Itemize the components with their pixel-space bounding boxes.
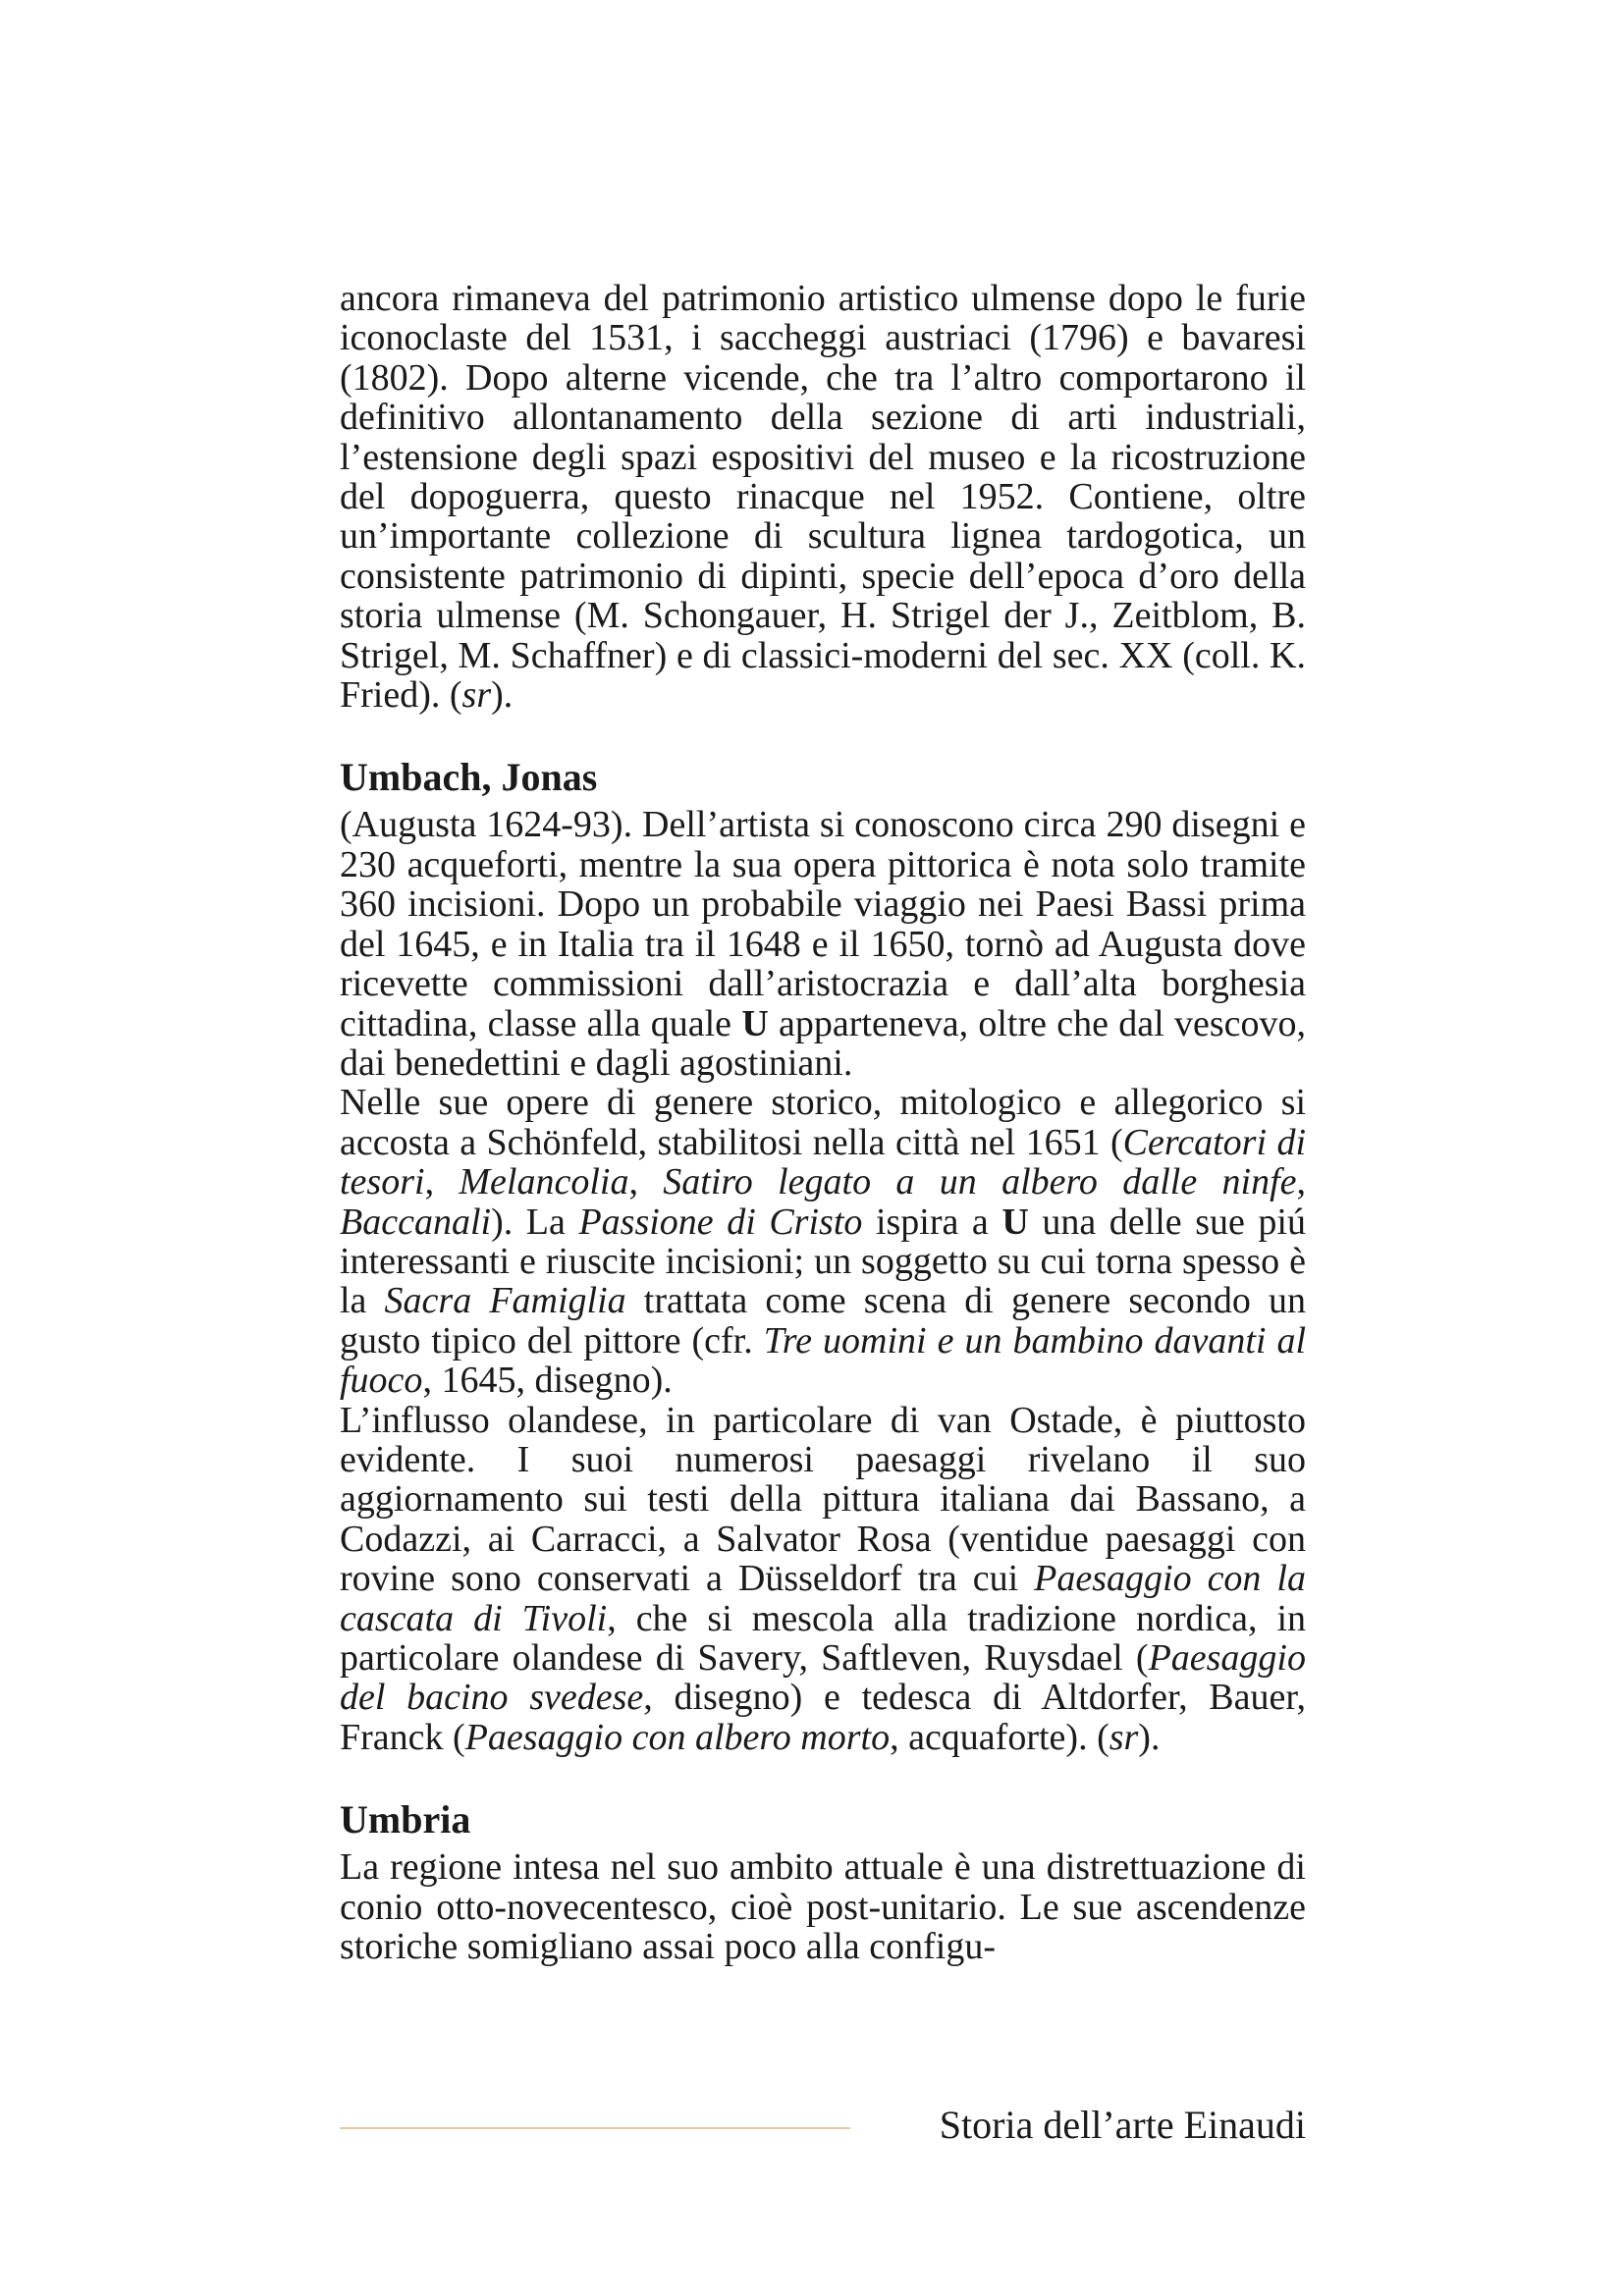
- paragraph-umbria: La regione intesa nel suo ambito attuale è una distrettuazione di conio otto-novecentesco, cioè post-unitario. Le sue ascendenze storiche somigliano assai poco alla configu-: [340, 1846, 1306, 1968]
- entry-heading-umbria: Umbria: [340, 1797, 471, 1842]
- footer-rule: [340, 2127, 850, 2129]
- work-title: Tre uomini e un bambino davanti al fuoco: [340, 1319, 1307, 1402]
- work-title: Cercatori di tesori: [340, 1121, 1307, 1203]
- work-title: Paesaggio con albero morto: [464, 1716, 891, 1758]
- entry-abbrev: U: [741, 1002, 769, 1044]
- author-initials: sr: [461, 674, 492, 717]
- page-body: [340, 279, 1306, 1966]
- work-title: Sacra Famiglia: [384, 1280, 626, 1322]
- work-title: Passione di Cristo: [578, 1201, 863, 1243]
- work-title: Satiro legato a un albero dalle ninfe: [663, 1161, 1297, 1203]
- work-title: Paesaggio con la cascata di Tivoli: [340, 1558, 1306, 1639]
- entry-abbrev: U: [1001, 1201, 1029, 1243]
- entry-heading-umbach: Umbach, Jonas: [340, 755, 598, 800]
- paragraph-umbach-works: Nelle sue opere di genere storico, mitologico e allegorico si accosta a Schönfeld, stabilitosi nella città nel 1651 (Cercatori di tesori, Melancolia, Satiro legato a un albero dalle ninfe, Baccanali). La Passione di Cristo ispira a U una delle sue piú interessanti e riuscite incisioni; un soggetto su cui torna spesso è la Sacra Famiglia trattata come scena di genere secondo un gusto tipico del pittore (cfr. Tre uomini e un bambino davanti al fuoco, 1645, disegno).: [340, 1082, 1307, 1402]
- work-title: Melancolia: [459, 1161, 629, 1203]
- paragraph-ulm-museum: ancora rimaneva del patrimonio artistico ulmense dopo le furie iconoclaste del 1531, i saccheggi austriaci (1796) e bavaresi (1802). Dopo alterne vicende, che tra l’altro comportarono il definitivo allontanamento della sezione di arti industriali, l’estensione degli spazi espositivi del museo e la ricostruzione del dopoguerra, questo rinacque nel 1952. Contiene, oltre un’importante collezione di scultura lignea tardogotica, un consistente patrimonio di dipinti, specie dell’epoca d’oro della storia ulmense (M. Schongauer, H. Strigel der J., Zeitblom, B. Strigel, M. Schaffner) e di classici-moderni del sec. XX (coll. K. Fried). (sr).: [340, 278, 1306, 717]
- work-title: Paesaggio del bacino svedese: [340, 1637, 1306, 1719]
- paragraph-umbach-bio: (Augusta 1624-93). Dell’artista si conoscono circa 290 disegni e 230 acqueforti, mentre la sua opera pittorica è nota solo tramite 360 incisioni. Dopo un probabile viaggio nei Paesi Bassi prima del 1645, e in Italia tra il 1648 e il 1650, tornò ad Augusta dove ricevette commissioni dall’aristocrazia e dall’alta borghesia cittadina, classe alla quale U apparteneva, oltre che dal vescovo, dai benedettini e dagli agostiniani.: [340, 804, 1307, 1084]
- footer-title: Storia dell’arte Einaudi: [939, 2103, 1306, 2147]
- paragraph-umbach-landscapes: L’influsso olandese, in particolare di van Ostade, è piuttosto evidente. I suoi numerosi paesaggi rivelano il suo aggiornamento sui testi della pittura italiana dai Bassano, a Codazzi, ai Carracci, a Salvator Rosa (ventidue paesaggi con rovine sono conservati a Düsseldorf tra cui Paesaggio con la cascata di Tivoli, che si mescola alla tradizione nordica, in particolare olandese di Savery, Saftleven, Ruysdael (Paesaggio del bacino svedese, disegno) e tedesca di Altdorfer, Bauer, Franck (Paesaggio con albero morto, acquaforte). (sr).: [340, 1399, 1306, 1758]
- author-initials: sr: [1109, 1716, 1139, 1758]
- work-title: Baccanali: [340, 1201, 492, 1243]
- page-footer: [340, 2101, 1306, 2150]
